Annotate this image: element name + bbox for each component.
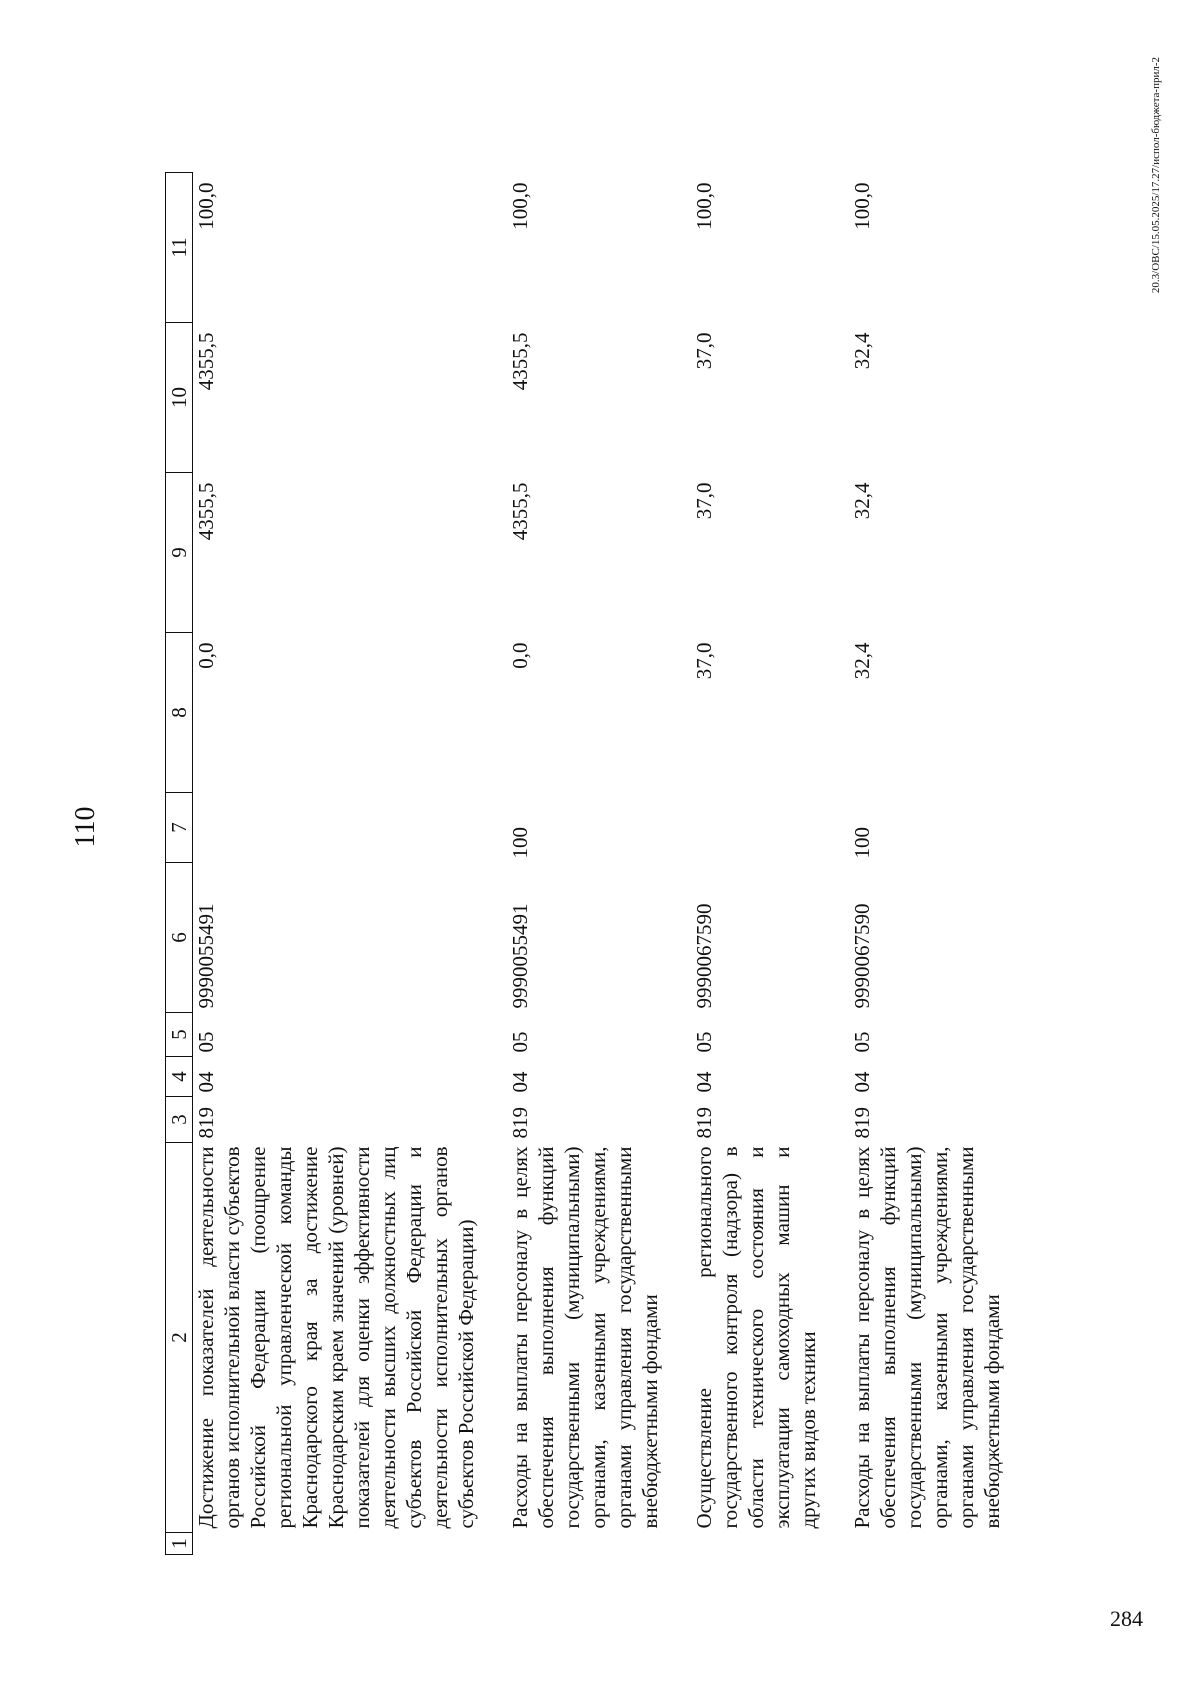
cell-c1	[193, 1533, 480, 1555]
cell-name: Расходы на выплаты персоналу в целях обеспечения выполнения функций государственными (муниципальными) органами, казенными учреждениями, органами управления государственными внебюджетными фондами	[508, 1146, 662, 1529]
col-header-10: 10	[166, 323, 193, 473]
cell-c4: 04	[692, 1071, 716, 1093]
table-row	[821, 173, 1005, 1555]
col-header-1: 1	[166, 1533, 193, 1555]
cell-c6: 9990055491	[194, 903, 218, 1009]
cell-c7	[663, 793, 821, 863]
cell-c1	[663, 1533, 821, 1555]
col-header-2: 2	[166, 1143, 193, 1533]
cell-c8: 37,0	[692, 642, 716, 680]
table-row	[479, 173, 663, 1555]
cell-name: Осуществление регионального государственного контроля (надзора) в области технического состояния и эксплуатации самоходных машин и других видов техники	[692, 1146, 820, 1529]
col-header-8: 8	[166, 633, 193, 793]
cell-c4: 04	[508, 1071, 532, 1093]
cell-name: Расходы на выплаты персоналу в целях обеспечения выполнения функций государственными (муниципальными) органами, казенными учреждениями, органами управления государственными внебюджетными фондами	[850, 1146, 1004, 1529]
cell-c3: 819	[508, 1107, 532, 1139]
cell-c7	[193, 793, 480, 863]
cell-c1	[479, 1533, 663, 1555]
cell-c11: 100,0	[850, 182, 874, 230]
cell-c3: 819	[850, 1107, 874, 1139]
cell-c7: 100	[850, 827, 874, 859]
cell-c11: 100,0	[508, 182, 532, 230]
cell-c5: 05	[850, 1031, 874, 1053]
col-header-3: 3	[166, 1097, 193, 1143]
cell-c8: 0,0	[508, 642, 532, 669]
footer-code: 20.3/ОВС/15.05.2025/17.27/испол-бюджета-прил-2	[1150, 57, 1162, 294]
cell-c4: 04	[194, 1071, 218, 1093]
cell-c10: 4355,5	[508, 332, 532, 391]
cell-c8: 32,4	[850, 642, 874, 680]
cell-c9: 37,0	[692, 482, 716, 520]
col-header-6: 6	[166, 863, 193, 1013]
cell-c4: 04	[850, 1071, 874, 1093]
cell-c9: 4355,5	[508, 482, 532, 541]
col-header-11: 11	[166, 173, 193, 323]
cell-c6: 9990067590	[850, 903, 874, 1009]
cell-c3: 819	[692, 1107, 716, 1139]
cell-name: Достижение показателей деятельности органов исполнительной власти субъектов Российской Федерации (поощрение региональной управленческой команды Краснодарского края за достижение Краснодарским краем значений (уровней) показателей для оценки эффективности деятельности высших должностных лиц субъектов Российской Федерации и деятельности исполнительных органов субъектов Российской Федерации)	[194, 1146, 478, 1529]
cell-c8: 0,0	[194, 642, 218, 669]
table-row	[663, 173, 821, 1555]
page-number-bottom: 284	[1110, 1606, 1143, 1631]
cell-c11: 100,0	[692, 182, 716, 230]
cell-c10: 32,4	[850, 332, 874, 370]
cell-c5: 05	[692, 1031, 716, 1053]
cell-c9: 4355,5	[194, 482, 218, 541]
col-header-4: 4	[166, 1057, 193, 1097]
cell-c3: 819	[194, 1107, 218, 1139]
col-header-9: 9	[166, 473, 193, 633]
cell-c6: 9990055491	[508, 903, 532, 1009]
col-header-5: 5	[166, 1013, 193, 1057]
cell-c11: 100,0	[194, 182, 218, 230]
table-row	[193, 173, 480, 1555]
cell-c9: 32,4	[850, 482, 874, 520]
cell-c7: 100	[508, 827, 532, 859]
budget-table	[165, 172, 1005, 1555]
page-number-top: 110	[70, 806, 101, 848]
cell-c6: 9990067590	[692, 903, 716, 1009]
cell-c1	[821, 1533, 1005, 1555]
cell-c10: 4355,5	[194, 332, 218, 391]
table-header	[166, 173, 193, 1555]
col-header-7: 7	[166, 793, 193, 863]
cell-c5: 05	[508, 1031, 532, 1053]
cell-c5: 05	[194, 1031, 218, 1053]
cell-c10: 37,0	[692, 332, 716, 370]
